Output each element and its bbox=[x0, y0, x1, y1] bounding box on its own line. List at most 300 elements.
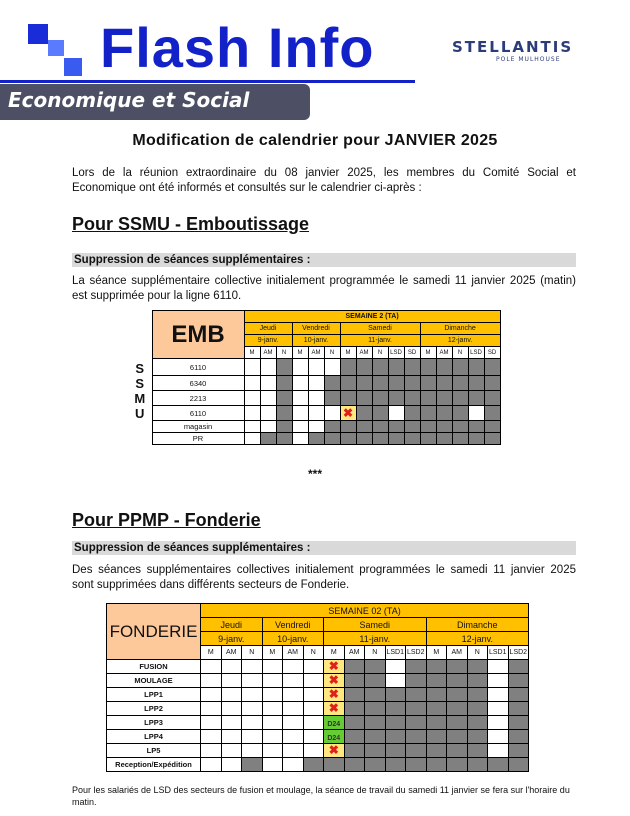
section-ssmu-title: Pour SSMU - Emboutissage bbox=[72, 214, 310, 234]
shift-cell bbox=[201, 716, 222, 730]
shift-cell bbox=[388, 391, 404, 406]
shift-cell bbox=[221, 674, 242, 688]
shift-header: M bbox=[262, 646, 283, 660]
shift-cell bbox=[303, 716, 324, 730]
shift-cell bbox=[242, 758, 263, 772]
shift-cell bbox=[262, 688, 283, 702]
shift-cell bbox=[276, 406, 292, 421]
shift-cell bbox=[260, 433, 276, 445]
shift-cell bbox=[372, 359, 388, 376]
shift-cell bbox=[436, 391, 452, 406]
shift-cell bbox=[365, 660, 386, 674]
shift-cell bbox=[344, 688, 365, 702]
shift-cell bbox=[372, 421, 388, 433]
shift-cell bbox=[262, 758, 283, 772]
day-date: 11-janv. bbox=[340, 335, 420, 347]
shift-header: M bbox=[244, 347, 260, 359]
shift-cell bbox=[508, 702, 529, 716]
emb-schedule-table bbox=[128, 310, 501, 445]
shift-cell bbox=[406, 744, 427, 758]
shift-cell bbox=[308, 391, 324, 406]
row-label: LPP1 bbox=[107, 688, 201, 702]
side-label: M bbox=[128, 391, 152, 406]
shift-cell bbox=[292, 359, 308, 376]
shift-cell bbox=[260, 421, 276, 433]
shift-cell bbox=[303, 758, 324, 772]
cross-icon: ✖ bbox=[328, 743, 339, 757]
table-row bbox=[107, 744, 529, 758]
shift-cell bbox=[447, 702, 468, 716]
shift-cell bbox=[404, 406, 420, 421]
shift-cell bbox=[244, 433, 260, 445]
shift-cell bbox=[467, 660, 488, 674]
shift-cell bbox=[221, 688, 242, 702]
shift-cell bbox=[260, 406, 276, 421]
shift-cell bbox=[426, 758, 447, 772]
shift-cell bbox=[344, 660, 365, 674]
shift-cell bbox=[356, 376, 372, 391]
shift-cell bbox=[484, 376, 500, 391]
shift-cell bbox=[406, 688, 427, 702]
shift-cell bbox=[447, 660, 468, 674]
table-row bbox=[128, 376, 500, 391]
shift-cell bbox=[508, 716, 529, 730]
shift-cell bbox=[426, 688, 447, 702]
table-row bbox=[107, 716, 529, 730]
shift-cell bbox=[283, 744, 304, 758]
shift-header: N bbox=[324, 347, 340, 359]
shift-cell bbox=[365, 716, 386, 730]
shift-cell bbox=[372, 391, 388, 406]
shift-cell bbox=[324, 421, 340, 433]
day-name: Samedi bbox=[340, 323, 420, 335]
shift-cell bbox=[436, 421, 452, 433]
shift-cell bbox=[244, 421, 260, 433]
flash-info-title: Flash Info bbox=[100, 16, 375, 79]
shift-cell bbox=[452, 421, 468, 433]
shift-cell bbox=[303, 730, 324, 744]
shift-header: AM bbox=[283, 646, 304, 660]
cross-icon: ✖ bbox=[342, 405, 354, 420]
table-row bbox=[128, 406, 500, 421]
shift-cell bbox=[420, 433, 436, 445]
header bbox=[0, 0, 630, 125]
shift-cell bbox=[488, 688, 509, 702]
shift-cell bbox=[356, 391, 372, 406]
shift-cell bbox=[242, 688, 263, 702]
shift-cell bbox=[262, 702, 283, 716]
shift-cell bbox=[308, 359, 324, 376]
shift-cell bbox=[242, 702, 263, 716]
side-label bbox=[128, 433, 152, 445]
shift-cell bbox=[308, 433, 324, 445]
shift-cell bbox=[406, 758, 427, 772]
shift-header: LSD1 bbox=[385, 646, 406, 660]
logo-name: STELLANTIS bbox=[452, 38, 574, 56]
row-label: LPP3 bbox=[107, 716, 201, 730]
shift-cell bbox=[447, 674, 468, 688]
shift-cell bbox=[467, 688, 488, 702]
shift-header: N bbox=[467, 646, 488, 660]
corner-blank bbox=[128, 311, 152, 359]
shift-cell bbox=[488, 758, 509, 772]
shift-cell bbox=[372, 406, 388, 421]
logo-subtitle: POLE MULHOUSE bbox=[496, 56, 561, 63]
fonderie-schedule-table bbox=[106, 603, 529, 772]
shift-cell bbox=[385, 716, 406, 730]
cancelled-cell bbox=[324, 744, 345, 758]
shift-cell bbox=[262, 716, 283, 730]
logo-square-icon bbox=[64, 58, 82, 76]
logo-square-icon bbox=[48, 40, 64, 56]
shift-cell bbox=[484, 406, 500, 421]
table-title: EMB bbox=[152, 311, 244, 359]
table-row bbox=[128, 359, 500, 376]
shift-cell bbox=[344, 730, 365, 744]
shift-cell bbox=[242, 674, 263, 688]
row-label: magasin bbox=[152, 421, 244, 433]
shift-cell bbox=[340, 391, 356, 406]
shift-cell bbox=[426, 702, 447, 716]
day-name: Jeudi bbox=[201, 618, 263, 632]
shift-cell bbox=[488, 660, 509, 674]
shift-cell bbox=[467, 716, 488, 730]
row-label: FUSION bbox=[107, 660, 201, 674]
shift-cell bbox=[283, 758, 304, 772]
shift-code: D24 bbox=[327, 734, 341, 742]
shift-cell bbox=[244, 391, 260, 406]
shift-cell bbox=[324, 433, 340, 445]
shift-cell bbox=[452, 376, 468, 391]
shift-header: AM bbox=[344, 646, 365, 660]
day-date: 12-janv. bbox=[420, 335, 500, 347]
shift-header: M bbox=[420, 347, 436, 359]
shift-cell bbox=[292, 406, 308, 421]
intro-paragraph: Lors de la réunion extraordinaire du 08 janvier 2025, les membres du Comité Social et Economique ont été informés et consultés sur le calendrier ci-après : bbox=[72, 167, 576, 194]
shift-cell bbox=[484, 421, 500, 433]
shift-cell bbox=[221, 730, 242, 744]
side-label: S bbox=[128, 359, 152, 376]
shift-cell bbox=[308, 376, 324, 391]
shift-cell bbox=[388, 421, 404, 433]
shift-header: N bbox=[303, 646, 324, 660]
shift-cell bbox=[385, 674, 406, 688]
shift-cell bbox=[385, 730, 406, 744]
shift-cell bbox=[303, 744, 324, 758]
shift-cell bbox=[340, 376, 356, 391]
shift-cell bbox=[420, 359, 436, 376]
shift-header: N bbox=[276, 347, 292, 359]
shift-cell bbox=[365, 730, 386, 744]
row-label: LPP2 bbox=[107, 702, 201, 716]
shift-cell bbox=[447, 744, 468, 758]
section-ssmu-text: La séance supplémentaire collective initialement programmée le samedi 11 janvier 2025 (matin) est supprimée pour la ligne 6110. bbox=[72, 275, 576, 302]
shift-cell bbox=[508, 744, 529, 758]
shift-cell bbox=[303, 660, 324, 674]
shift-cell bbox=[388, 376, 404, 391]
shift-header: AM bbox=[447, 646, 468, 660]
shift-cell bbox=[385, 660, 406, 674]
shift-cell bbox=[388, 359, 404, 376]
shift-header: LSD bbox=[468, 347, 484, 359]
shift-cell bbox=[356, 433, 372, 445]
cancelled-cell bbox=[324, 688, 345, 702]
shift-cell bbox=[404, 376, 420, 391]
shift-cell bbox=[303, 674, 324, 688]
day-date: 9-janv. bbox=[201, 632, 263, 646]
shift-cell bbox=[340, 421, 356, 433]
shift-cell bbox=[221, 660, 242, 674]
shift-cell bbox=[283, 660, 304, 674]
shift-cell bbox=[484, 433, 500, 445]
stellantis-logo bbox=[452, 38, 612, 63]
shift-header: SD bbox=[484, 347, 500, 359]
confirmed-cell bbox=[324, 730, 345, 744]
shift-cell bbox=[426, 744, 447, 758]
shift-cell bbox=[356, 359, 372, 376]
shift-header: M bbox=[324, 646, 345, 660]
day-name: Dimanche bbox=[420, 323, 500, 335]
week-header: SEMAINE 02 (TA) bbox=[201, 604, 529, 618]
cancelled-cell bbox=[324, 674, 345, 688]
shift-cell bbox=[365, 702, 386, 716]
shift-cell bbox=[292, 421, 308, 433]
day-name: Vendredi bbox=[292, 323, 340, 335]
shift-cell bbox=[452, 433, 468, 445]
shift-cell bbox=[406, 660, 427, 674]
shift-cell bbox=[344, 674, 365, 688]
shift-header: SD bbox=[404, 347, 420, 359]
cross-icon: ✖ bbox=[328, 673, 339, 687]
shift-cell bbox=[426, 660, 447, 674]
shift-cell bbox=[488, 730, 509, 744]
shift-cell bbox=[452, 391, 468, 406]
cross-icon: ✖ bbox=[328, 687, 339, 701]
shift-cell bbox=[201, 688, 222, 702]
shift-cell bbox=[340, 359, 356, 376]
shift-cell bbox=[406, 674, 427, 688]
table-row bbox=[107, 660, 529, 674]
shift-cell bbox=[436, 359, 452, 376]
shift-cell bbox=[468, 391, 484, 406]
shift-cell bbox=[324, 376, 340, 391]
day-date: 10-janv. bbox=[292, 335, 340, 347]
shift-cell bbox=[468, 433, 484, 445]
shift-cell bbox=[365, 744, 386, 758]
shift-cell bbox=[484, 359, 500, 376]
row-label: 6110 bbox=[152, 406, 244, 421]
shift-cell bbox=[468, 376, 484, 391]
shift-header: LSD1 bbox=[488, 646, 509, 660]
shift-cell bbox=[356, 406, 372, 421]
side-label bbox=[128, 421, 152, 433]
shift-header: LSD bbox=[388, 347, 404, 359]
row-label: 6110 bbox=[152, 359, 244, 376]
shift-cell bbox=[404, 391, 420, 406]
shift-cell bbox=[292, 433, 308, 445]
shift-cell bbox=[221, 716, 242, 730]
row-label: MOULAGE bbox=[107, 674, 201, 688]
footnote: Pour les salariés de LSD des secteurs de fusion et moulage, la séance de travail du samedi 11 janvier se fera sur l'horaire du matin. bbox=[72, 785, 570, 807]
confirmed-cell bbox=[324, 716, 345, 730]
shift-cell bbox=[426, 674, 447, 688]
shift-cell bbox=[324, 391, 340, 406]
shift-header: N bbox=[365, 646, 386, 660]
table-row bbox=[107, 758, 529, 772]
shift-cell bbox=[221, 758, 242, 772]
shift-header: N bbox=[242, 646, 263, 660]
table-row bbox=[107, 688, 529, 702]
shift-cell bbox=[467, 758, 488, 772]
week-header: SEMAINE 2 (TA) bbox=[244, 311, 500, 323]
shift-cell bbox=[344, 702, 365, 716]
shift-cell bbox=[447, 688, 468, 702]
shift-cell bbox=[276, 433, 292, 445]
row-label: LP5 bbox=[107, 744, 201, 758]
table-row bbox=[128, 421, 500, 433]
shift-cell bbox=[385, 702, 406, 716]
shift-cell bbox=[508, 758, 529, 772]
shift-cell bbox=[244, 406, 260, 421]
day-date: 11-janv. bbox=[324, 632, 427, 646]
shift-cell bbox=[488, 716, 509, 730]
section-ppmp-text: Des séances supplémentaires collectives initialement programmées le samedi 11 janvier 2025 sont supprimées dans différents secteurs de Fonderie. bbox=[72, 564, 576, 591]
banner-text: Economique et Social bbox=[8, 88, 250, 112]
shift-cell bbox=[262, 660, 283, 674]
shift-cell bbox=[221, 744, 242, 758]
shift-cell bbox=[242, 660, 263, 674]
shift-cell bbox=[426, 716, 447, 730]
shift-cell bbox=[260, 391, 276, 406]
day-name: Vendredi bbox=[262, 618, 324, 632]
shift-cell bbox=[308, 421, 324, 433]
shift-cell bbox=[388, 433, 404, 445]
shift-cell bbox=[468, 406, 484, 421]
shift-cell bbox=[467, 744, 488, 758]
cancelled-cell bbox=[324, 702, 345, 716]
shift-cell bbox=[385, 744, 406, 758]
title-underline bbox=[0, 80, 415, 83]
table-row bbox=[107, 702, 529, 716]
shift-cell bbox=[324, 359, 340, 376]
shift-cell bbox=[244, 359, 260, 376]
section-ppmp-title: Pour PPMP - Fonderie bbox=[72, 510, 261, 530]
banner bbox=[0, 84, 310, 120]
shift-cell bbox=[201, 744, 222, 758]
shift-cell bbox=[420, 376, 436, 391]
cancelled-cell bbox=[324, 660, 345, 674]
shift-header: N bbox=[372, 347, 388, 359]
row-label: 2213 bbox=[152, 391, 244, 406]
shift-cell bbox=[467, 730, 488, 744]
shift-cell bbox=[406, 730, 427, 744]
shift-cell bbox=[488, 674, 509, 688]
shift-cell bbox=[467, 674, 488, 688]
side-label: U bbox=[128, 406, 152, 421]
shift-cell bbox=[262, 744, 283, 758]
table-row bbox=[128, 433, 500, 445]
shift-cell bbox=[404, 359, 420, 376]
logo-square-icon bbox=[28, 24, 48, 44]
shift-cell bbox=[488, 744, 509, 758]
shift-cell bbox=[365, 688, 386, 702]
shift-cell bbox=[340, 433, 356, 445]
shift-cell bbox=[324, 758, 345, 772]
shift-header: AM bbox=[221, 646, 242, 660]
shift-header: AM bbox=[356, 347, 372, 359]
shift-cell bbox=[404, 421, 420, 433]
shift-cell bbox=[436, 376, 452, 391]
row-label: PR bbox=[152, 433, 244, 445]
shift-cell bbox=[447, 730, 468, 744]
shift-cell bbox=[468, 359, 484, 376]
shift-cell bbox=[260, 359, 276, 376]
shift-cell bbox=[344, 716, 365, 730]
cancelled-cell bbox=[340, 406, 356, 421]
section-ppmp-subheading: Suppression de séances supplémentaires : bbox=[72, 541, 576, 555]
row-label: 6340 bbox=[152, 376, 244, 391]
shift-cell bbox=[303, 702, 324, 716]
document-title: Modification de calendrier pour JANVIER 2025 bbox=[132, 132, 498, 149]
shift-cell bbox=[508, 660, 529, 674]
shift-cell bbox=[262, 674, 283, 688]
shift-cell bbox=[344, 758, 365, 772]
shift-cell bbox=[260, 376, 276, 391]
shift-cell bbox=[365, 674, 386, 688]
shift-cell bbox=[344, 744, 365, 758]
shift-cell bbox=[468, 421, 484, 433]
day-date: 10-janv. bbox=[262, 632, 324, 646]
shift-cell bbox=[276, 421, 292, 433]
shift-header: N bbox=[452, 347, 468, 359]
shift-cell bbox=[488, 702, 509, 716]
shift-cell bbox=[447, 758, 468, 772]
shift-cell bbox=[324, 406, 340, 421]
table-row bbox=[128, 391, 500, 406]
shift-cell bbox=[508, 730, 529, 744]
shift-cell bbox=[426, 730, 447, 744]
shift-cell bbox=[283, 716, 304, 730]
shift-cell bbox=[385, 688, 406, 702]
shift-cell bbox=[508, 674, 529, 688]
day-name: Samedi bbox=[324, 618, 427, 632]
shift-cell bbox=[292, 376, 308, 391]
cross-icon: ✖ bbox=[328, 701, 339, 715]
shift-cell bbox=[452, 359, 468, 376]
shift-cell bbox=[303, 688, 324, 702]
shift-cell bbox=[262, 730, 283, 744]
shift-cell bbox=[276, 376, 292, 391]
table-row bbox=[107, 730, 529, 744]
shift-cell bbox=[242, 716, 263, 730]
shift-header: LSD2 bbox=[406, 646, 427, 660]
shift-cell bbox=[365, 758, 386, 772]
row-label: Reception/Expédition bbox=[107, 758, 201, 772]
shift-cell bbox=[356, 421, 372, 433]
shift-cell bbox=[372, 376, 388, 391]
shift-code: D24 bbox=[327, 720, 341, 728]
shift-cell bbox=[201, 674, 222, 688]
day-date: 9-janv. bbox=[244, 335, 292, 347]
table-title: FONDERIE bbox=[107, 604, 201, 660]
day-name: Jeudi bbox=[244, 323, 292, 335]
day-date: 12-janv. bbox=[426, 632, 529, 646]
shift-header: AM bbox=[308, 347, 324, 359]
shift-header: AM bbox=[436, 347, 452, 359]
shift-cell bbox=[436, 406, 452, 421]
shift-cell bbox=[283, 688, 304, 702]
shift-cell bbox=[420, 406, 436, 421]
